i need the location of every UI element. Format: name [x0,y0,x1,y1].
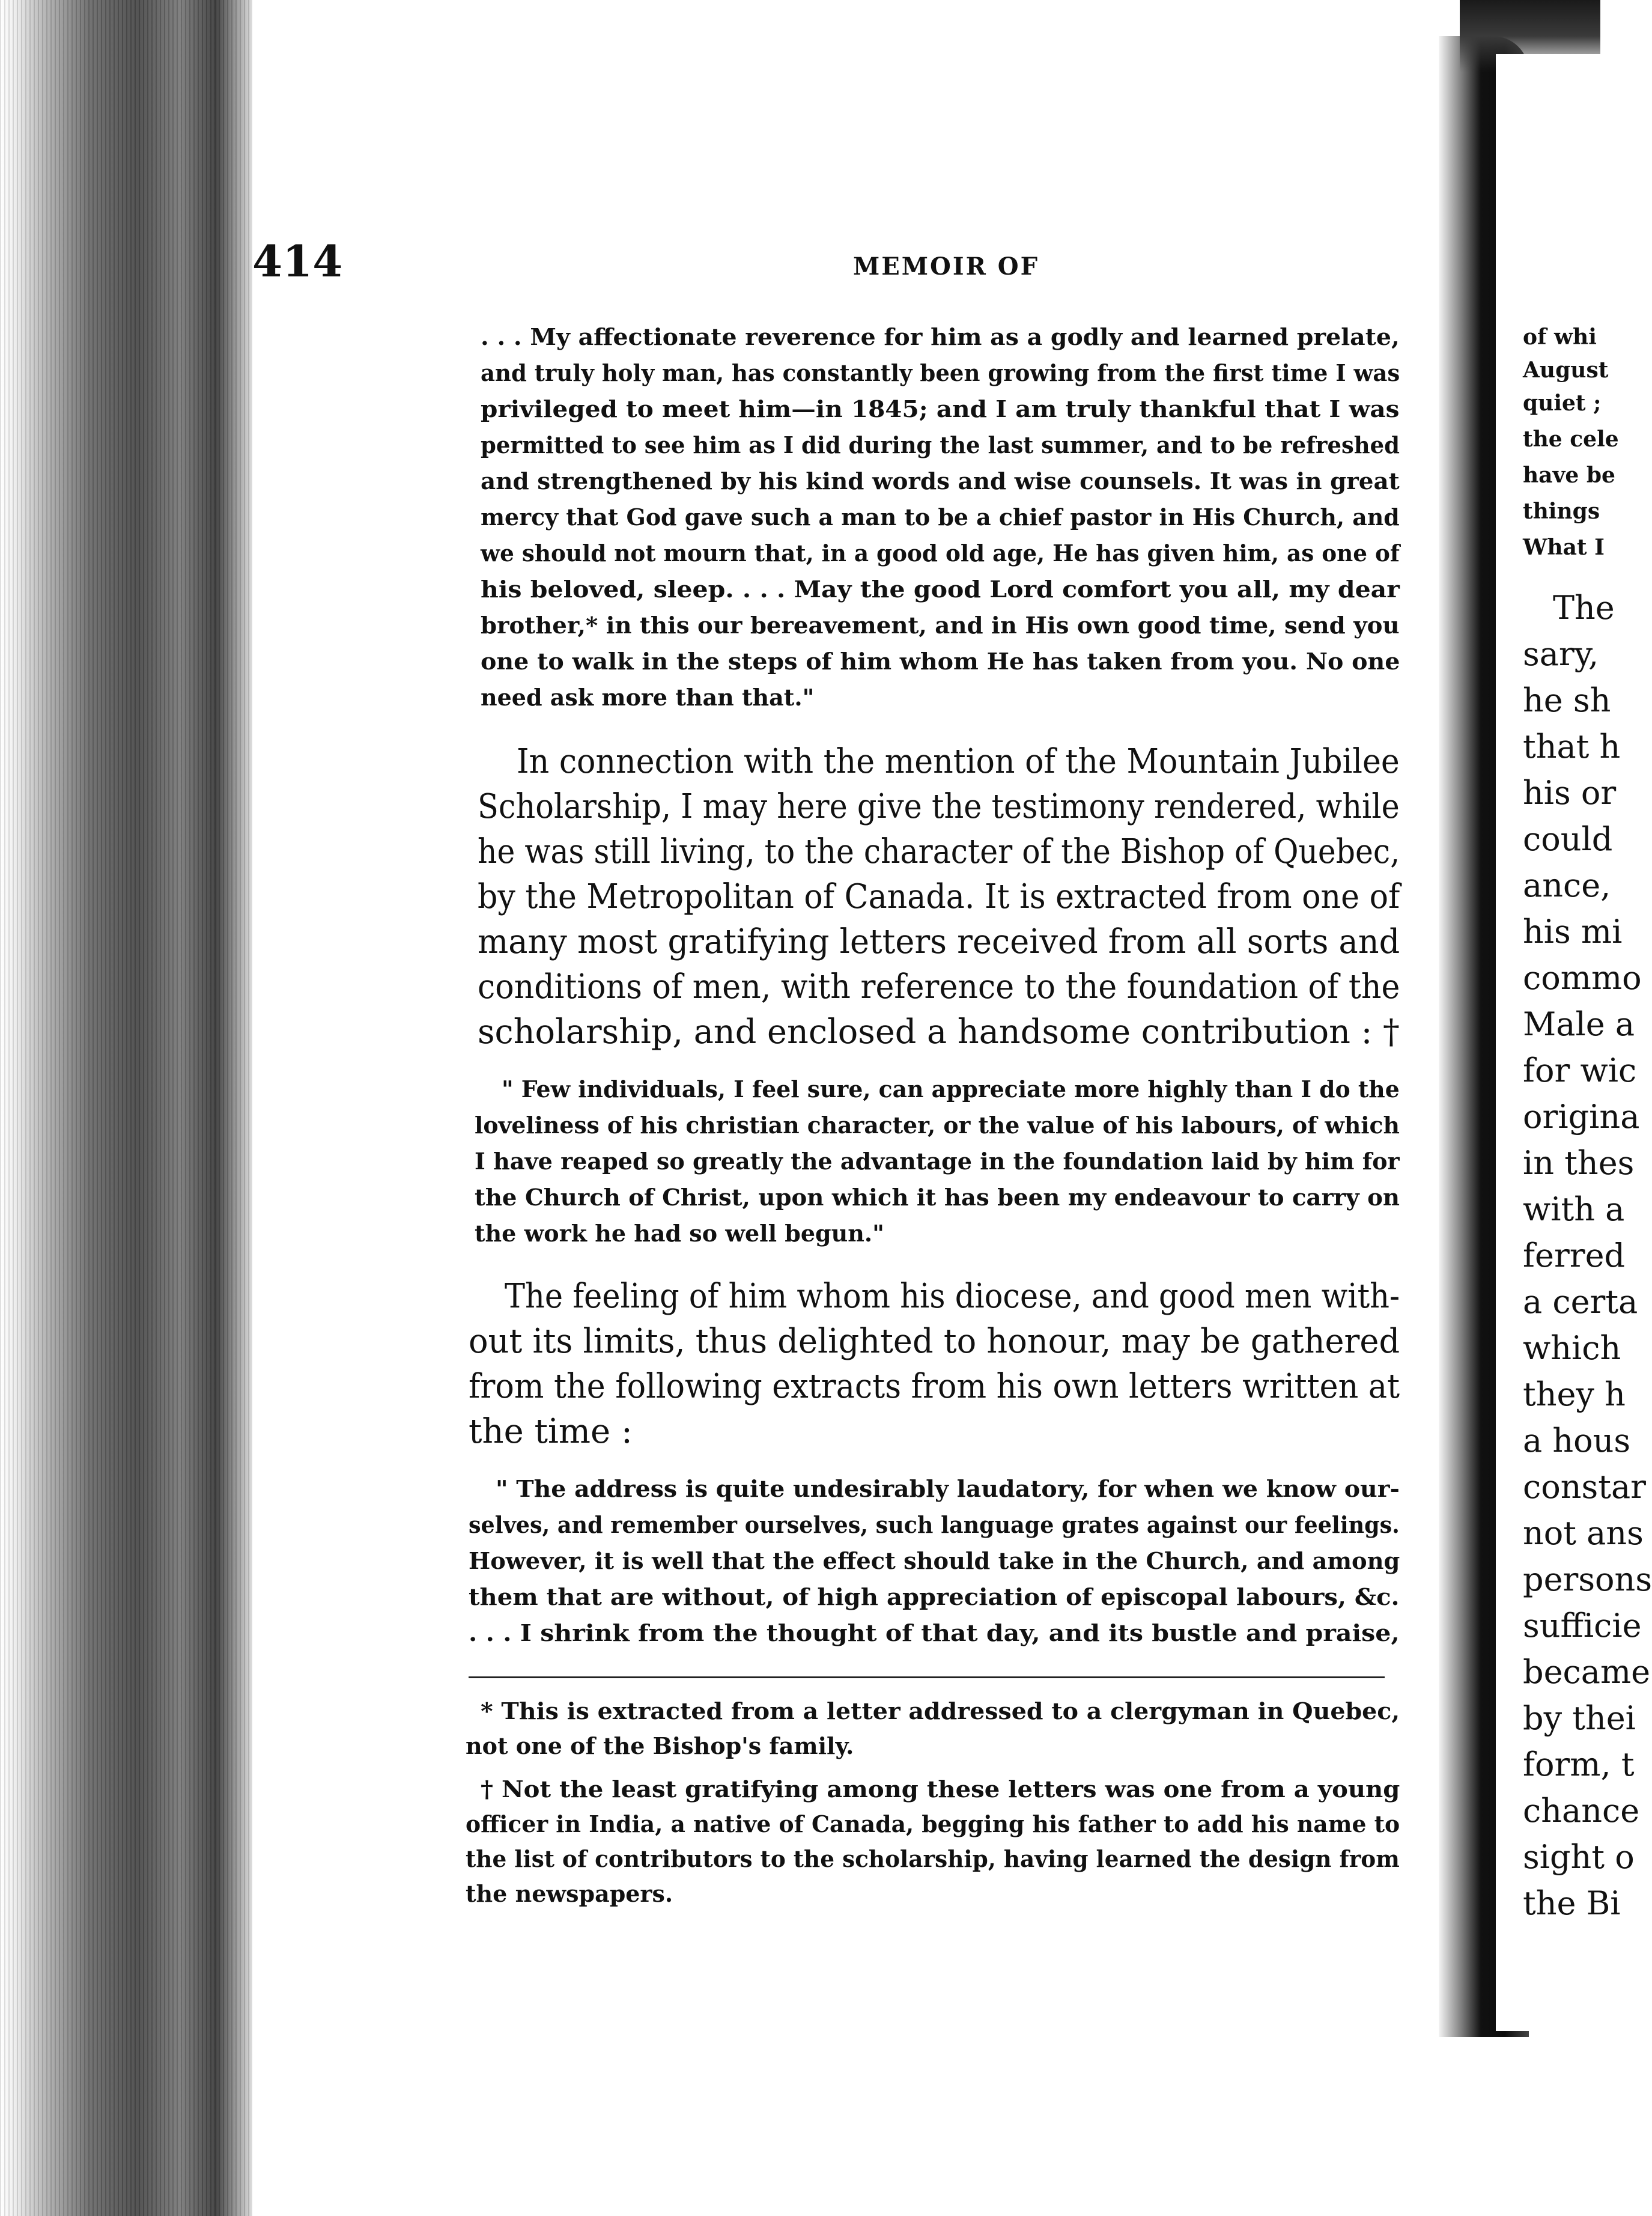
paragraph-1-line: scholarship, and enclosed a handsome contribution : † [478,1012,1400,1052]
facing-page-line: things [1523,499,1600,524]
quote-2-line: the work he had so well begun." [475,1220,884,1247]
facing-page-line: with a [1523,1190,1625,1228]
facing-page-line: for wic [1523,1052,1637,1089]
facing-page-line: have be [1523,463,1615,488]
paragraph-2-line: the time : [469,1412,633,1451]
facing-page-line: he sh [1523,681,1611,719]
facing-page-line: in thes [1523,1144,1635,1182]
paragraph-1-line: Scholarship, I may here give the testimony rendered, while [478,787,1400,826]
facing-page-line: form, t [1523,1746,1635,1783]
facing-page-line: commo [1523,959,1642,997]
footnote-line: † Not the least gratifying among these letters was one from a young [481,1776,1400,1803]
facing-page-line: which [1523,1329,1621,1367]
quote-3-line: . . . I shrink from the thought of that day, and its bustle and praise, [469,1619,1400,1646]
footnote-line: officer in India, a native of Canada, begging his father to add his name to [466,1810,1400,1837]
facing-page-line: persons [1523,1560,1652,1598]
facing-page-line: could [1523,820,1613,858]
quote-1-line: and strengthened by his kind words and wise counsels. It was in great [481,467,1400,495]
paragraph-2-line: The feeling of him whom his diocese, and good men with- [505,1277,1400,1316]
facing-page-line: origina [1523,1098,1640,1136]
facing-page-line: by thei [1523,1699,1636,1737]
facing-page-line: sary, [1523,635,1599,673]
facing-page-line: his mi [1523,913,1623,951]
paragraph-1-line: he was still living, to the character of the Bishop of Quebec, [478,832,1400,871]
facing-page-line: Male a [1523,1005,1635,1043]
facing-page-line: What I [1523,535,1605,560]
footnote-line: * This is extracted from a letter addressed to a clergyman in Quebec, [481,1697,1400,1724]
facing-page-line: the cele [1523,427,1619,452]
facing-page-line: they h [1523,1375,1626,1413]
paragraph-2-line: out its limits, thus delighted to honour, may be gathered [469,1322,1400,1361]
paragraph-2-line: from the following extracts from his own letters written at [469,1367,1400,1406]
facing-page-line: a certa [1523,1283,1638,1321]
quote-1-line: permitted to see him as I did during the last summer, and to be refreshed [481,431,1400,458]
quote-1-line: and truly holy man, has constantly been growing from the first time I was [481,359,1400,386]
facing-page-line: August [1523,358,1609,383]
facing-page-line: that h [1523,728,1621,766]
facing-page-line: chance [1523,1792,1640,1830]
page-number: 414 [252,236,343,287]
facing-page-line: of whi [1523,324,1597,350]
facing-page-line: the Bi [1523,1884,1621,1922]
paragraph-1-line: by the Metropolitan of Canada. It is extracted from one of [478,877,1400,916]
quote-1-line: privileged to meet him—in 1845; and I am truly thankful that I was [481,395,1400,422]
book-edge-left [0,0,252,2216]
quote-2-line: loveliness of his christian character, or the value of his labours, of which [475,1112,1400,1139]
facing-page-line: sufficie [1523,1607,1642,1645]
quote-1-line: mercy that God gave such a man to be a chief pastor in His Church, and [481,504,1400,531]
footnote-divider [469,1676,1385,1678]
quote-3-line: " The address is quite undesirably laudatory, for when we know our- [496,1475,1400,1502]
facing-page-line: ance, [1523,866,1611,904]
facing-page-line: The [1553,589,1615,627]
running-title: MEMOIR OF [853,252,1040,281]
paragraph-1-line: conditions of men, with reference to the foundation of the [478,967,1400,1006]
facing-page-line: his or [1523,774,1617,812]
quote-1-line: brother,* in this our bereavement, and in His own good time, send you [481,612,1400,639]
quote-1-line: we should not mourn that, in a good old age, He has given him, as one of [481,540,1400,567]
quote-3-line: them that are without, of high appreciation of episcopal labours, &c. [469,1583,1400,1610]
paragraph-1-line: In connection with the mention of the Mountain Jubilee [517,742,1400,781]
facing-page-line: a hous [1523,1422,1631,1460]
footnote-line: the list of contributors to the scholarship, having learned the design from [466,1845,1400,1872]
quote-2-line: the Church of Christ, upon which it has been my endeavour to carry on [475,1184,1400,1211]
paragraph-1-line: many most gratifying letters received from all sorts and [478,922,1400,961]
quote-1-line: . . . My affectionate reverence for him as a godly and learned prelate, [481,323,1400,350]
quote-3-line: selves, and remember ourselves, such language grates against our feelings. [469,1511,1400,1538]
facing-page-line: sight o [1523,1838,1635,1876]
quote-1-line: need ask more than that." [481,684,815,711]
quote-1-line: one to walk in the steps of him whom He has taken from you. No one [481,648,1400,675]
quote-3-line: However, it is well that the effect should take in the Church, and among [469,1547,1400,1574]
quote-2-line: " Few individuals, I feel sure, can appreciate more highly than I do the [502,1076,1400,1103]
facing-page-line: not ans [1523,1514,1644,1552]
quote-1-line: his beloved, sleep. . . . May the good Lord comfort you all, my dear [481,576,1400,603]
facing-page-line: quiet ; [1523,391,1602,416]
facing-page-line: constar [1523,1468,1646,1506]
quote-2-line: I have reaped so greatly the advantage in the foundation laid by him for [475,1148,1400,1175]
footnote-line: not one of the Bishop's family. [466,1732,854,1759]
facing-page-line: ferred [1523,1237,1626,1274]
footnote-line: the newspapers. [466,1880,673,1907]
facing-page-line: became [1523,1653,1651,1691]
